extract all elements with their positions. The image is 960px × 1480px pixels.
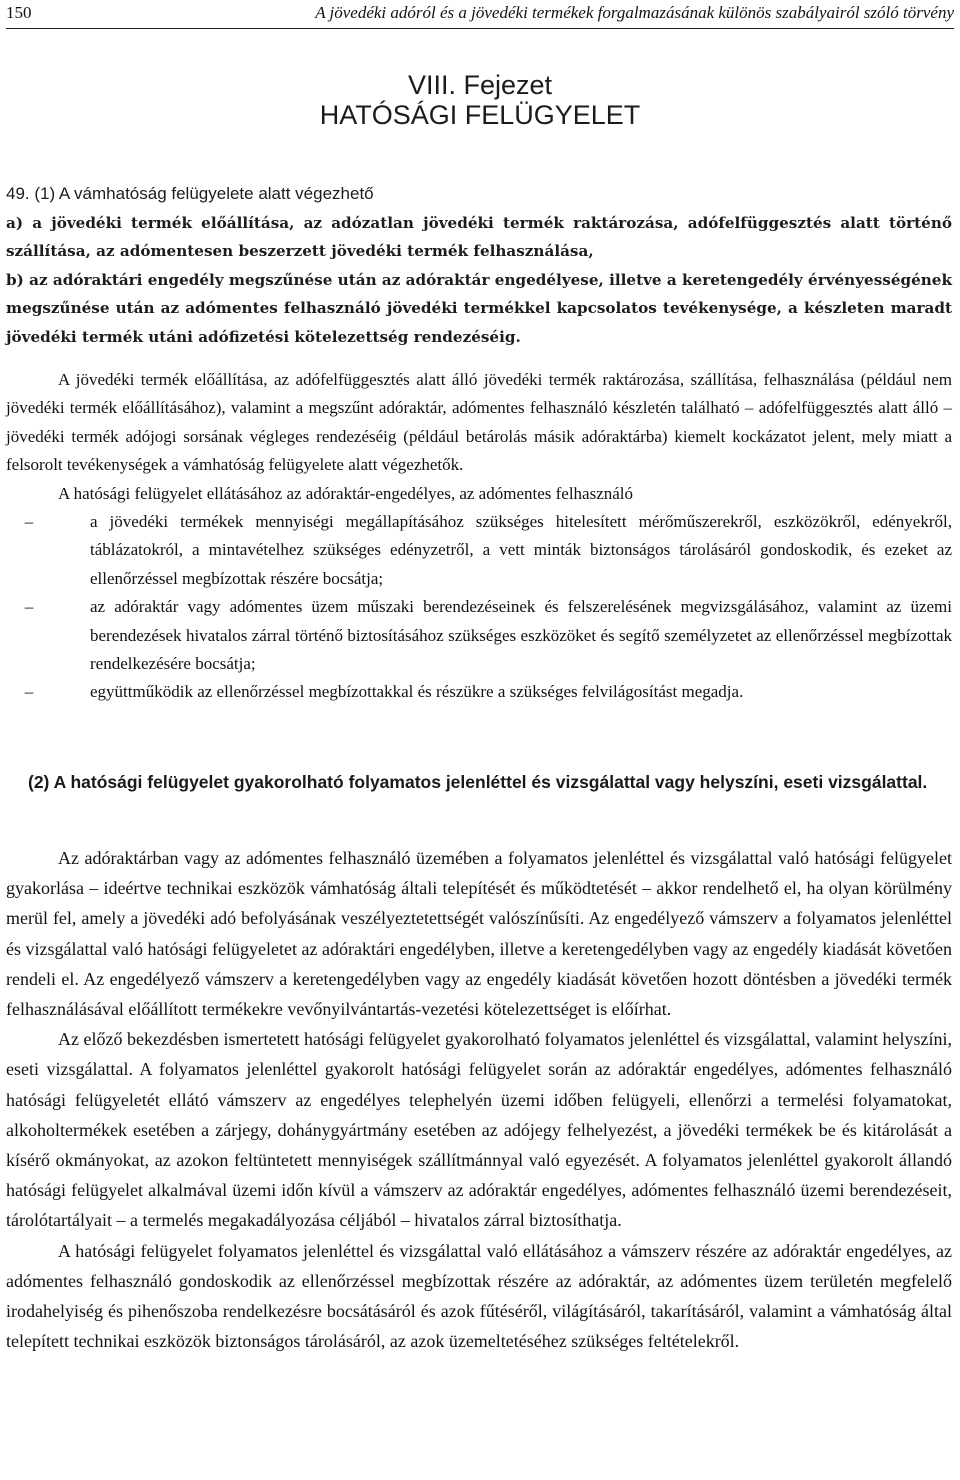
dash-bullet: – xyxy=(24,512,34,532)
list-item-text: együttműködik az ellenőrzéssel megbízottakkal és részükre a szükséges felvilágosítást megadja. xyxy=(90,682,744,702)
commentary-paragraph: Az adóraktárban vagy az adómentes felhasználó üzemében a folyamatos jelenléttel és vizsgálattal való hatósági felügyelet gyakorlása – ideértve technikai eszközök vámhatóság általi telepítését és működtetését – akkor rendelhető el, ha olyan körülmény merül fel, amely a jövedéki adó befolyásának veszélyeztetettségét valószínűsíti. Az engedélyező vámszerv a folyamatos jelenléttel és vizsgálattal való hatósági felügyeletet az adóraktári engedélyben, illetve a keretengedélyben vagy az engedély kiadását követően rendeli el. Az engedélyező vámszerv a keretengedélyben vagy az engedély kiadását követően hozott döntésben a jövedéki termék felhasználásával előállított termékekre vevőnyilvántartás-vezetési kötelezettséget is előírhat. xyxy=(6,848,952,1020)
list-item xyxy=(6,678,952,706)
list-item-text: az adóraktár vagy adómentes üzem műszaki berendezéseinek és felszerelésének megvizsgálásához, valamint az üzemi berendezések hivatalos zárral történő biztosításához szükséges eszközöket és segítő személyzetet az ellenőrzéssel megbízottak rendelkezésére bocsátja; xyxy=(90,597,952,674)
law-point-b: b) az adóraktári engedély megszűnése után az adóraktár engedélyese, illetve a keretengedély érvényességének megszűnése után az adómentes felhasználó jövedéki termékkel kapcsolatos tevékenysége, a készleten maradt jövedéki termék utáni adófizetési kötelezettség rendezéséig. xyxy=(6,270,952,346)
chapter-heading xyxy=(0,70,960,130)
commentary-paragraph: Az előző bekezdésben ismertetett hatósági felügyelet gyakorolható folyamatos jelenléttel és vizsgálattal, valamint helyszíni, eseti vizsgálattal. A folyamatos jelenléttel gyakorolt hatósági felügyelet során az adóraktár engedélyes, adómentes felhasználó hatósági felügyeletét ellátó vámszerv az engedélyes telephelyén üzemi időben felügyeli, ellenőrzi a termelési folyamatokat, alkoholtermékek esetében a zárjegy, dohánygyártmány esetében az adójegy felhelyezést, a jövedéki termékek be és kitárolását a kísérő okmányokat, az azokon feltüntetett mennyiségek szállítmánnyal való egyezését. A folyamatos jelenléttel gyakorolt állandó hatósági felügyelet alkalmával üzemi időn kívül a vámszerv az adóraktár engedélyes, adómentes felhasználó üzemi berendezéseit, tárolótartályait – a termelés megakadályozása céljából – hivatalos zárral biztosíthatja. xyxy=(6,1029,952,1231)
chapter-title: HATÓSÁGI FELÜGYELET xyxy=(319,100,641,130)
law-point-a: a) a jövedéki termék előállítása, az adózatlan jövedéki termék raktározása, adófelfüggesztés alatt történő szállítása, az adómentesen beszerzett jövedéki termék felhasználása, xyxy=(6,213,952,261)
dash-bullet: – xyxy=(24,597,34,617)
dash-bullet: – xyxy=(24,682,34,702)
commentary-block-1 xyxy=(6,366,952,707)
law-paragraph-2: (2) A hatósági felügyelet gyakorolható folyamatos jelenléttel és vizsgálattal vagy helyszíni, eseti vizsgálattal. xyxy=(28,772,928,792)
law-section-49-2 xyxy=(6,768,952,797)
list-item xyxy=(6,593,952,678)
obligation-list xyxy=(6,508,952,707)
chapter-number: VIII. Fejezet xyxy=(407,70,553,100)
commentary-block-2 xyxy=(6,843,952,1356)
law-lead: 49. (1) A vámhatóság felügyelete alatt végezhető xyxy=(6,184,374,203)
running-header xyxy=(6,2,954,29)
commentary-paragraph: A hatósági felügyelet ellátásához az adóraktár-engedélyes, az adómentes felhasználó xyxy=(58,483,634,503)
list-item-text: a jövedéki termékek mennyiségi megállapításához szükséges hitelesített mérőműszerekről, eszközökről, edényekről, táblázatokról, a mintavételhez szükséges edényzetről, a vett minták biztonságos tárolásáról gondoskodik, és ezeket az ellenőrzéssel megbízottak részére bocsátja; xyxy=(90,512,952,588)
commentary-paragraph: A jövedéki termék előállítása, az adófelfüggesztés alatt álló jövedéki termék raktározása, szállítása, felhasználása (például nem jövedéki termék előállításához), valamint a megszűnt adóraktár, adómentes felhasználó készletén található – adófelfüggesztés alatt álló – jövedéki termék adójogi sorsának végleges rendezéséig (például betárolás másik adóraktárba) kiemelt kockázatot jelent, mely miatt a felsorolt tevékenységek a vámhatóság felügyelete alatt végezhetők. xyxy=(6,370,952,475)
book-title: A jövedéki adóról és a jövedéki termékek forgalmazásának különös szabályairól szóló törvény xyxy=(315,3,954,22)
commentary-paragraph: A hatósági felügyelet folyamatos jelenléttel és vizsgálattal való ellátásához a vámszerv részére az adóraktár engedélyes, az adómentes felhasználó gondoskodik az ellenőrzéssel megbízottak részére az adóraktár, az adómentes üzem területén megfelelő irodahelyiség és pihenőszoba rendelkezésre bocsátásáról és azok fűtéséről, világításáról, takarításáról, valamint a vámhatóság által telepített technikai eszközök biztonságos tárolásáról, az azok üzemeltetéséhez szükséges feltételekről. xyxy=(6,1240,952,1352)
list-item xyxy=(6,508,952,593)
law-section-49-1 xyxy=(6,180,952,352)
page-number: 150 xyxy=(6,3,32,22)
